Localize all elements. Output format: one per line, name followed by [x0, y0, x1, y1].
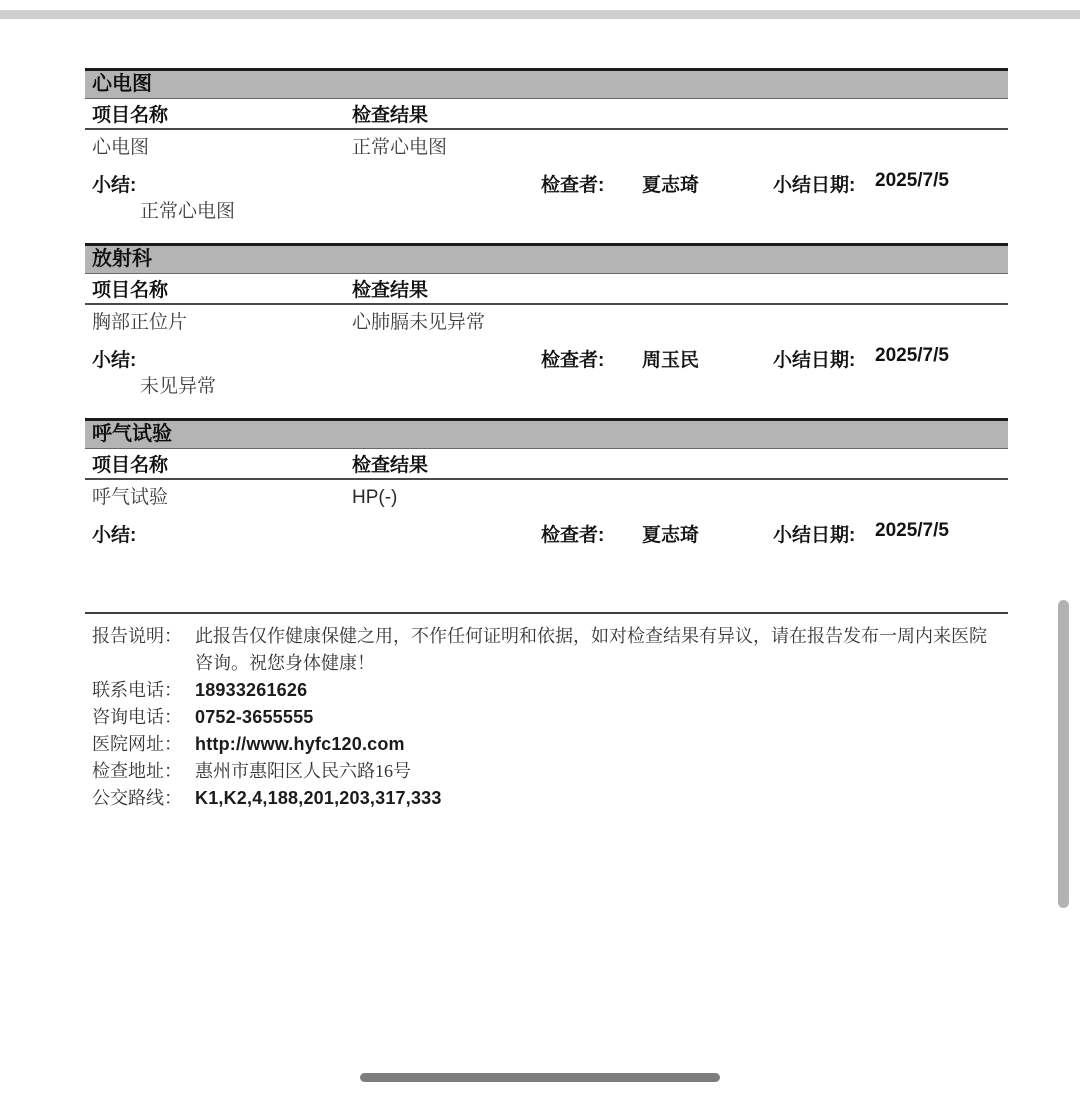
footer-row-contact-phone [85, 677, 1008, 704]
table-header-row [85, 449, 1008, 480]
summary-meta-row [85, 520, 1008, 546]
exam-result-row [85, 130, 1008, 158]
inquiry-phone-value: 0752-3655555 [195, 707, 314, 727]
bus-routes-value: K1,K2,4,188,201,203,317,333 [195, 788, 442, 808]
section-title-bar [85, 418, 1008, 449]
section-title-bar [85, 243, 1008, 274]
report-note-value: 此报告仅作健康保健之用，不作任何证明和依据，如对检查结果有异议，请在报告发布一周内来医院咨询。祝您身体健康！ [195, 626, 987, 673]
summary-meta-row [85, 345, 1008, 371]
section-breath-test [85, 418, 1008, 546]
footer-row-exam-address [85, 758, 1008, 785]
summary-label: 小结: [92, 350, 137, 371]
exam-result-value: 正常心电图 [352, 137, 448, 158]
summary-text: 未见异常 [140, 376, 217, 397]
hospital-website-label: 医院网址： [92, 734, 182, 754]
table-header-row [85, 99, 1008, 130]
bus-routes-label: 公交路线： [92, 788, 182, 808]
examiner-name: 夏志琦 [642, 175, 700, 196]
exam-result-row [85, 480, 1008, 508]
exam-result-value: HP(-) [352, 487, 398, 508]
footer-row-report-note [85, 623, 1008, 677]
report-footer [85, 612, 1008, 812]
exam-address-value: 惠州市惠阳区人民六路16号 [195, 761, 411, 781]
report-note-label: 报告说明： [92, 626, 182, 646]
section-title: 放射科 [92, 248, 152, 270]
table-header-row [85, 274, 1008, 305]
summary-date-value: 2025/7/5 [875, 520, 949, 541]
summary-meta-row [85, 170, 1008, 196]
inquiry-phone-label: 咨询电话： [92, 707, 182, 727]
summary-date-value: 2025/7/5 [875, 345, 949, 366]
exam-result-row [85, 305, 1008, 333]
contact-phone-value: 18933261626 [195, 680, 308, 700]
examiner-name: 夏志琦 [642, 525, 700, 546]
examiner-label: 检查者: [541, 175, 605, 196]
section-title: 呼气试验 [92, 423, 172, 445]
summary-date-label: 小结日期: [773, 175, 856, 196]
examiner-name: 周玉民 [642, 350, 700, 371]
summary-date-value: 2025/7/5 [875, 170, 949, 191]
summary-date-label: 小结日期: [773, 350, 856, 371]
column-header-item-name: 项目名称 [92, 455, 169, 476]
summary-label: 小结: [92, 525, 137, 546]
exam-item-name: 心电图 [92, 137, 150, 158]
column-header-result: 检查结果 [352, 280, 429, 301]
vertical-scrollbar-thumb[interactable] [1058, 600, 1069, 908]
footer-row-bus-routes [85, 785, 1008, 812]
hospital-website-value: http://www.hyfc120.com [195, 734, 405, 754]
column-header-item-name: 项目名称 [92, 280, 169, 301]
contact-phone-label: 联系电话： [92, 680, 182, 700]
exam-item-name: 胸部正位片 [92, 312, 188, 333]
exam-result-value: 心肺膈未见异常 [352, 312, 486, 333]
examiner-label: 检查者: [541, 350, 605, 371]
medical-report-page [85, 0, 1008, 812]
summary-text: 正常心电图 [140, 201, 236, 222]
horizontal-scrollbar-thumb[interactable] [360, 1073, 720, 1082]
section-radiology [85, 243, 1008, 397]
section-ecg [85, 68, 1008, 222]
column-header-item-name: 项目名称 [92, 105, 169, 126]
summary-date-label: 小结日期: [773, 525, 856, 546]
exam-item-name: 呼气试验 [92, 487, 169, 508]
section-title: 心电图 [92, 73, 152, 95]
section-title-bar [85, 68, 1008, 99]
column-header-result: 检查结果 [352, 455, 429, 476]
footer-row-inquiry-phone [85, 704, 1008, 731]
column-header-result: 检查结果 [352, 105, 429, 126]
footer-row-hospital-website [85, 731, 1008, 758]
exam-address-label: 检查地址： [92, 761, 182, 781]
examiner-label: 检查者: [541, 525, 605, 546]
summary-label: 小结: [92, 175, 137, 196]
